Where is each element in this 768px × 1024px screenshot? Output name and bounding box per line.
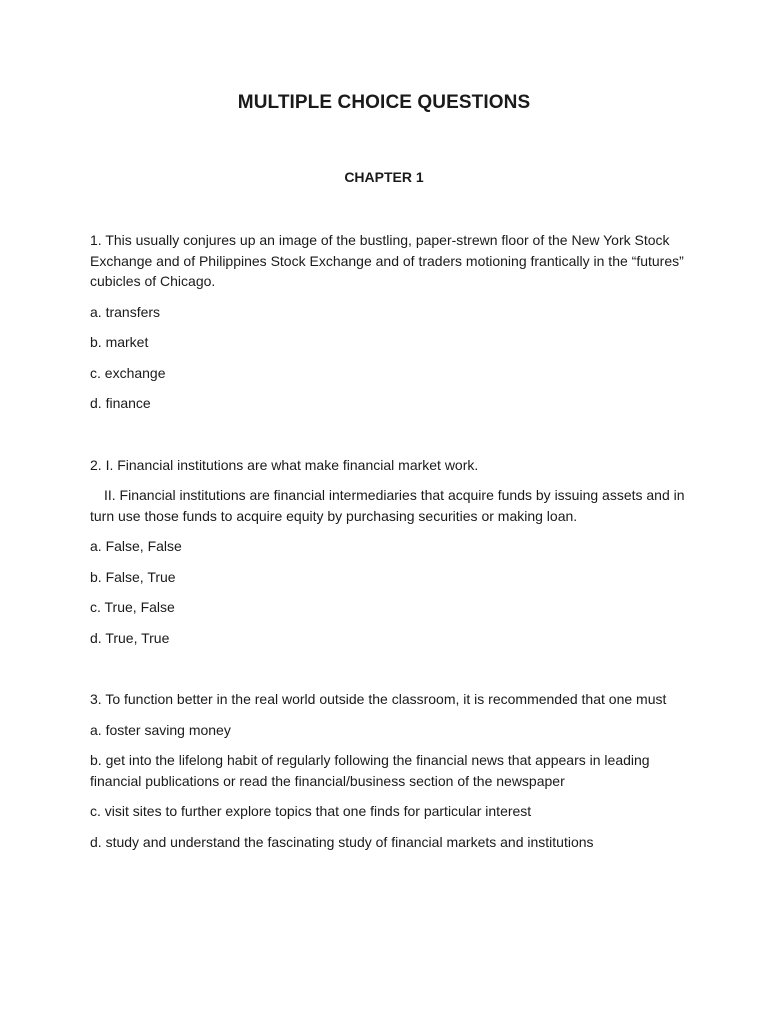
option-a: a. transfers bbox=[90, 303, 161, 320]
option-a: a. False, False bbox=[90, 538, 182, 554]
option-c: c. True, False bbox=[90, 599, 175, 615]
option-a: a. foster saving money bbox=[90, 721, 231, 738]
option-d: d. True, True bbox=[90, 629, 170, 646]
option-b: b. market bbox=[90, 334, 149, 350]
document-title: MULTIPLE CHOICE QUESTIONS bbox=[237, 92, 531, 113]
option-d: d. finance bbox=[90, 395, 151, 411]
question-3 bbox=[90, 689, 690, 852]
question-1 bbox=[90, 230, 690, 414]
option-b: b. get into the lifelong habit of regularly following the financial news that appears in leading financial publications or read the financial/business section of the newspaper bbox=[90, 752, 650, 789]
option-d: d. study and understand the fascinating study of financial markets and institutions bbox=[90, 833, 594, 850]
question-stem: 1. This usually conjures up an image of the bustling, paper-strewn floor of the New York Stock Exchange and of Philippines Stock Exchange and of traders motioning frantically in the “futures” cubicles of Chicago. bbox=[90, 232, 684, 289]
questions-list bbox=[90, 230, 690, 852]
chapter-heading: CHAPTER 1 bbox=[344, 169, 424, 185]
option-c: c. visit sites to further explore topics that one finds for particular interest bbox=[90, 803, 532, 819]
option-b: b. False, True bbox=[90, 568, 176, 585]
question-stem-statement-2: II. Financial institutions are financial intermediaries that acquire funds by issuing assets and in turn use those funds to acquire equity by purchasing securities or making loan. bbox=[90, 487, 685, 524]
option-c: c. exchange bbox=[90, 364, 166, 381]
question-stem: 3. To function better in the real world outside the classroom, it is recommended that one must bbox=[90, 691, 667, 707]
question-2 bbox=[90, 455, 690, 649]
question-stem: 2. I. Financial institutions are what make financial market work. bbox=[90, 456, 479, 473]
